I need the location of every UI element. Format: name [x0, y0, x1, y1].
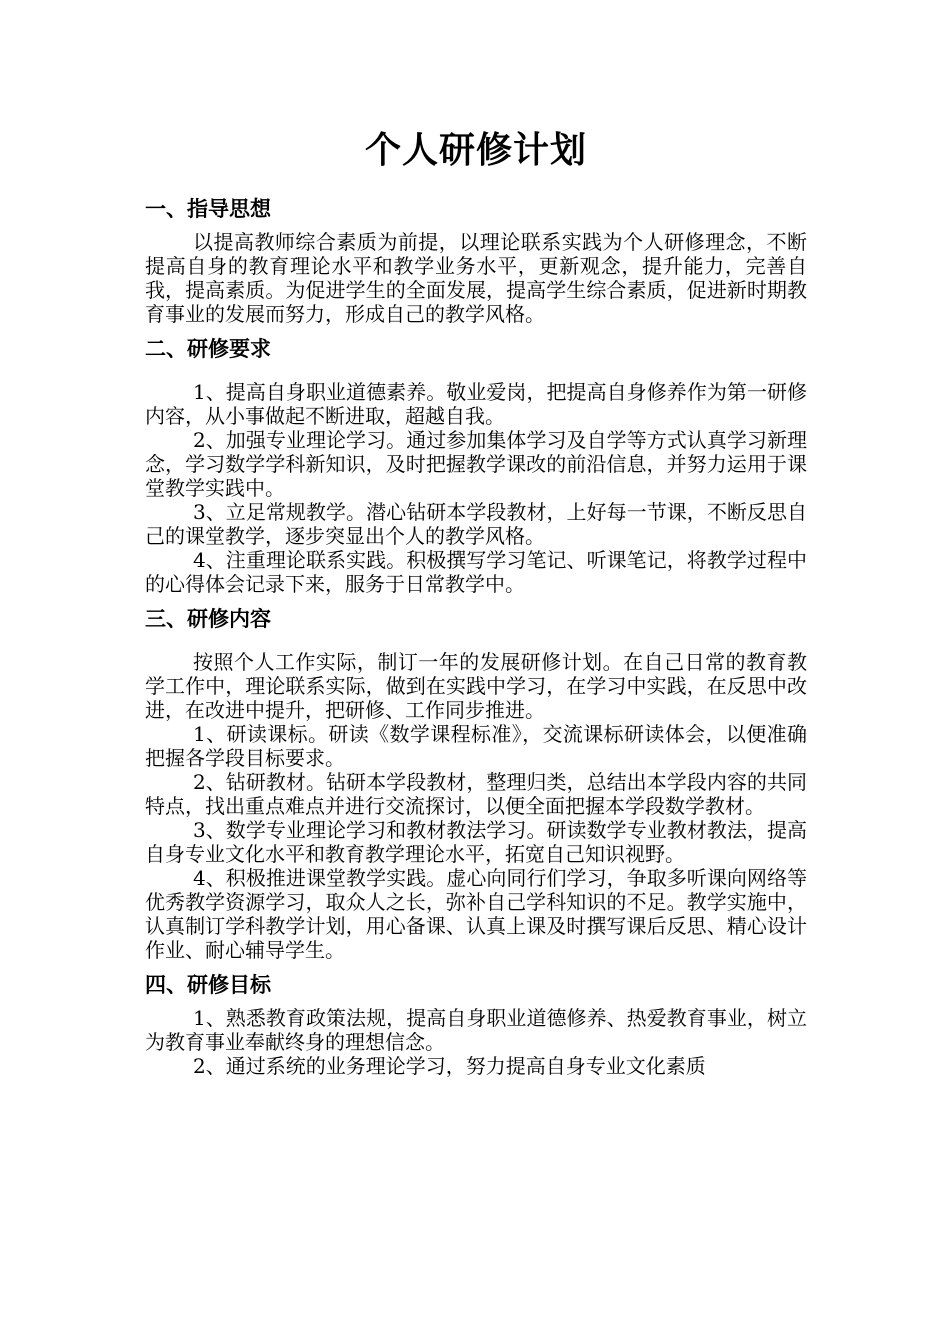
paragraph: 2、钻研教材。钻研本学段教材，整理归类，总结出本学段内容的共同特点，找出重点难点并进行交流探讨，以便全面把握本学段数学教材。 [145, 770, 807, 818]
paragraph: 以提高教师综合素质为前提，以理论联系实践为个人研修理念，不断提高自身的教育理论水平和教学业务水平，更新观念，提升能力，完善自我，提高素质。为促进学生的全面发展，提高学生综合素质，促进新时期教育事业的发展而努力，形成自己的教学风格。 [145, 230, 807, 326]
document-content [145, 120, 807, 1078]
section-heading-requirements: 二、研修要求 [145, 337, 271, 361]
paragraph: 3、立足常规教学。潜心钻研本学段教材，上好每一节课，不断反思自己的课堂教学，逐步突显出个人的教学风格。 [145, 500, 807, 548]
paragraph: 1、提高自身职业道德素养。敬业爱岗，把提高自身修养作为第一研修内容，从小事做起不断进取，超越自我。 [145, 380, 807, 428]
paragraph: 1、研读课标。研读《数学课程标准》，交流课标研读体会，以便准确把握各学段目标要求。 [145, 722, 807, 770]
paragraph: 按照个人工作实际，制订一年的发展研修计划。在自己日常的教育教学工作中，理论联系实际，做到在实践中学习，在学习中实践，在反思中改进，在改进中提升，把研修、工作同步推进。 [145, 650, 807, 722]
paragraph: 2、加强专业理论学习。通过参加集体学习及自学等方式认真学习新理念，学习数学学科新知识，及时把握教学课改的前沿信息，并努力运用于课堂教学实践中。 [145, 428, 807, 500]
document-title: 个人研修计划 [364, 129, 587, 171]
section-heading-goals: 四、研修目标 [145, 973, 271, 997]
paragraph: 4、注重理论联系实践。积极撰写学习笔记、听课笔记，将教学过程中的心得体会记录下来，服务于日常教学中。 [145, 548, 807, 596]
paragraph: 1、熟悉教育政策法规，提高自身职业道德修养、热爱教育事业，树立为教育事业奉献终身的理想信念。 [145, 1006, 807, 1054]
section-heading-content: 三、研修内容 [145, 607, 271, 631]
paragraph: 2、通过系统的业务理论学习，努力提高自身专业文化素质 [193, 1054, 706, 1078]
section-heading-guiding-ideology: 一、指导思想 [145, 197, 271, 221]
paragraph: 4、积极推进课堂教学实践。虚心向同行们学习，争取多听课向网络等优秀教学资源学习，取众人之长，弥补自己学科知识的不足。教学实施中，认真制订学科教学计划，用心备课、认真上课及时撰写课后反思、精心设计作业、耐心辅导学生。 [145, 866, 807, 962]
paragraph: 3、数学专业理论学习和教材教法学习。研读数学专业教材教法，提高自身专业文化水平和教育教学理论水平，拓宽自己知识视野。 [145, 818, 807, 866]
